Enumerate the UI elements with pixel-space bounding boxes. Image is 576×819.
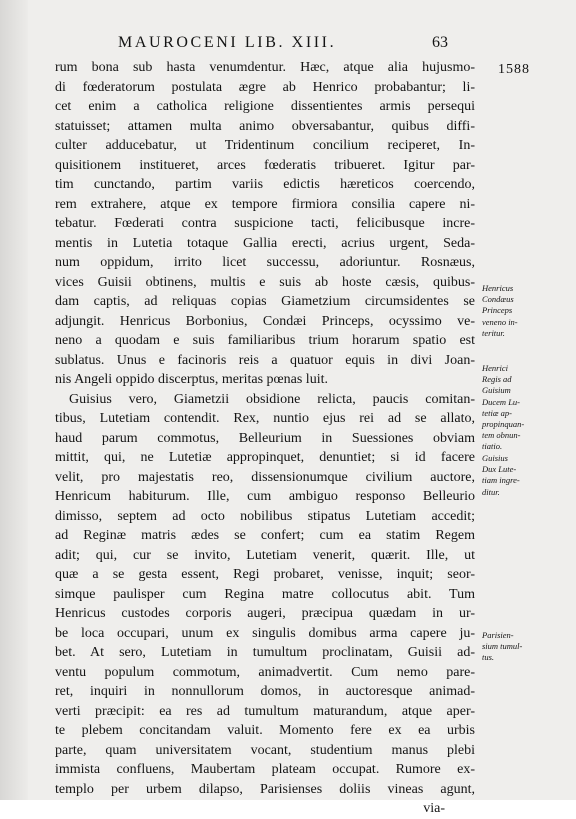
- text-line: bet. At sero, Lutetiam in tumultum proclinatam, Guisii ad-: [55, 645, 475, 660]
- margin-note-line: sium tumul-: [482, 641, 523, 652]
- text-line: quisitionem institueret, arces fœderatis tribueret. Igitur par-: [55, 157, 475, 173]
- text-line: ventu populum commotum, animadvertit. Cum nemo pare-: [55, 664, 475, 680]
- page-header: [0, 34, 576, 54]
- text-line: Henricus custodes corporis augeri, præcipua quædam in ur-: [55, 606, 475, 621]
- text-line: culter adducebatur, ut Tridentinum concilium reciperet, In-: [55, 138, 475, 153]
- text-line: parte, quam universitatem vocant, studentium manus plebi: [55, 742, 475, 758]
- text-line: velit, pro majestatis reo, dissensionumque civilium auctore,: [55, 469, 475, 485]
- margin-note-line: Guisius: [482, 453, 508, 463]
- margin-note: [482, 363, 572, 453]
- text-line: di fœderatorum postulata ægre ab Henrico probabantur; li-: [55, 79, 475, 95]
- text-line: nis Angeli oppido discerptus, meritas pœnas luit.: [55, 372, 328, 387]
- text-line: ret, inquiri in nonnullorum domos, in auctoresque animad-: [55, 684, 475, 699]
- text-line: te plebem concitandam valuit. Momento fere ex ea urbis: [55, 723, 475, 738]
- text-line: immista confluens, Maubertam plateam occupat. Rumore ex-: [55, 762, 475, 777]
- margin-year: 1588: [498, 62, 530, 77]
- text-line: mittit, qui, ne Lutetiæ appropinquet, denuntiet; si id facere: [55, 450, 475, 465]
- margin-note-line: Henricus: [482, 283, 514, 293]
- text-line: mentis in Lutetia totaque Gallia erecti, acrius urgent, Seda-: [55, 235, 475, 251]
- text-line: dimisso, septem ad octo nobilibus stipatus Lutetiam accedit;: [55, 508, 475, 524]
- margin-note-line: tetiæ ap-: [482, 407, 512, 418]
- text-line: sublatus. Unus e facinoris reis a quatuor equis in divi Joan-: [55, 352, 475, 368]
- running-title: MAUROCENI LIB. XIII.: [118, 34, 337, 51]
- margin-note: [482, 630, 572, 664]
- margin-note-line: Princeps: [482, 305, 513, 316]
- body-text: [55, 58, 475, 819]
- margin-note-line: teritur.: [482, 327, 505, 338]
- text-line: be loca occupari, unum ex singulis domibus arma capere ju-: [55, 625, 475, 641]
- text-line: quæ a se gesta essent, Regi probaret, venisse, inquit; seor-: [55, 567, 475, 582]
- margin-note-line: tiam ingre-: [482, 475, 520, 486]
- page-number: 63: [432, 34, 448, 51]
- margin-note-line: tem obnun-: [482, 430, 521, 441]
- text-line: num oppidum, irrito licet successu, adoriuntur. Rosnæus,: [55, 255, 475, 270]
- margin-note-line: Guisium: [482, 385, 511, 396]
- text-line: rum bona sub hasta venumdentur. Hæc, atque alia hujusmo-: [55, 60, 475, 75]
- margin-note-line: ditur.: [482, 486, 500, 497]
- text-line: Henricum habiturum. Ille, cum ambiguo responso Belleurio: [55, 489, 475, 504]
- text-line: rem extrahere, atque ex tempore firmiora consilia capere ni-: [55, 196, 475, 212]
- text-line: vices Guisii obtinens, multis e suis ab hoste cæsis, quibus-: [55, 274, 475, 290]
- text-line: adit; qui, cur se invito, Lutetiam venerit, quærit. Ille, ut: [55, 547, 475, 563]
- margin-note-line: tiatio.: [482, 441, 503, 452]
- text-line: dam captis, ad reliquas copias Giametzium circumsidentes se: [55, 294, 475, 309]
- text-line: tim cunctando, partim variis edictis hæreticos coercendo,: [55, 177, 475, 192]
- text-line: via-: [423, 801, 445, 816]
- text-line: tebatur. Fœderati contra suspicione tacti, felicibusque incre-: [55, 216, 475, 231]
- text-line: Guisius vero, Giametzii obsidione relicta, paucis comitan-: [69, 391, 475, 407]
- margin-note-line: Parisien-: [482, 630, 514, 640]
- text-line: ad Reginæ matris ædes se confert; cum ea statim Regem: [55, 528, 475, 543]
- text-line: neno a quodam e suis familiaribus trium horarum spatio est: [55, 333, 475, 348]
- text-line: statuisset; attamen multa animo obversabantur, quibus diffi-: [55, 118, 475, 134]
- margin-note-line: veneno in-: [482, 316, 518, 327]
- margin-note-line: Henrici: [482, 363, 508, 373]
- margin-note: [482, 283, 572, 339]
- margin-note-line: propinquan-: [482, 419, 525, 430]
- text-line: haud parum commotus, Belleurium in Suessiones obviam: [55, 430, 475, 446]
- text-line: adjungit. Henricus Borbonius, Condæi Princeps, ocyssimo ve-: [55, 313, 475, 329]
- margin-note-line: Regis ad: [482, 374, 512, 385]
- page-gutter-shadow: [0, 0, 28, 800]
- margin-note: [482, 453, 572, 498]
- text-line: templo per urbem dilapso, Parisienses doliis vineas agunt,: [55, 781, 475, 797]
- margin-note-line: tus.: [482, 652, 495, 663]
- margin-note-line: Ducem Lu-: [482, 396, 521, 407]
- margin-note-line: Condæus: [482, 294, 514, 305]
- text-line: verti præcipit: ea res ad tumultum maturandum, atque aper-: [55, 703, 475, 719]
- text-line: cet enim a catholica religione dissentientes armis persequi: [55, 99, 475, 114]
- margin-note-line: Dux Lute-: [482, 464, 517, 475]
- text-line: simque paulisper cum Regina matre collocutus abit. Tum: [55, 586, 475, 602]
- text-line: tibus, Lutetiam contendit. Rex, nuntio ejus rei ad se allato,: [55, 411, 475, 426]
